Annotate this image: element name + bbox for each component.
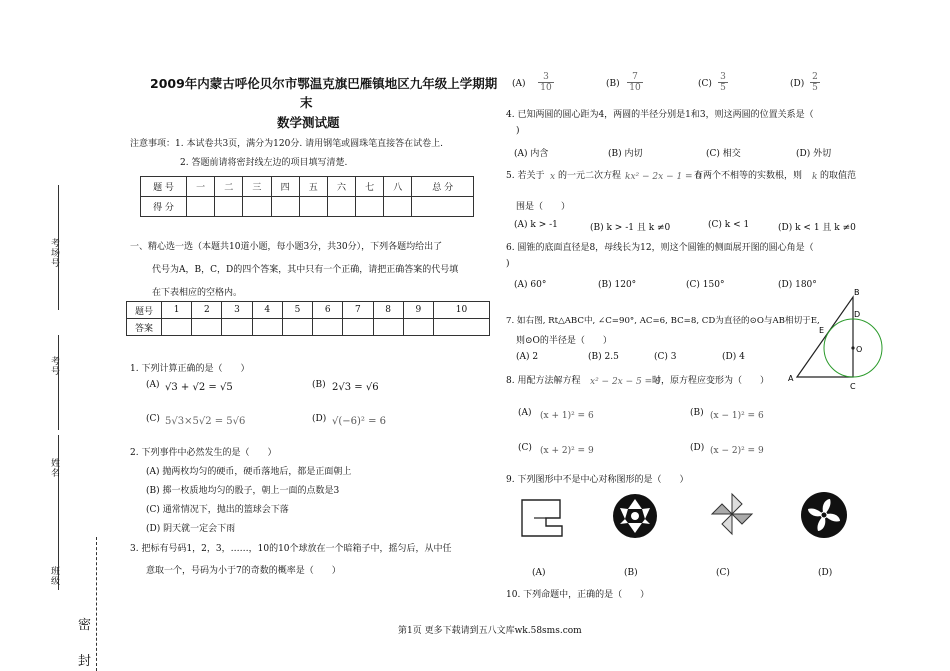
q6-option-b: (B) 120° (598, 280, 637, 290)
q8-part1: 8. 用配方法解方程 (506, 376, 581, 386)
q6-line1: 6. 圆锥的底面直径是8，母线长为12，则这个圆锥的侧面展开图的圆心角是（ (506, 243, 814, 253)
q6-line2: ) (506, 259, 510, 269)
answer-cell[interactable] (313, 319, 343, 336)
q5-part3: 有两个不相等的实数根，则 (694, 171, 803, 181)
score-header-cell: 五 (299, 177, 327, 197)
answer-cell[interactable] (282, 319, 312, 336)
q8-a-label: (A) (518, 408, 532, 418)
score-cell[interactable] (243, 197, 271, 217)
xingming-line (58, 435, 59, 530)
q2-option-a: (A) 抛两枚均匀的硬币，硬币落地后，都是正面朝上 (146, 467, 352, 477)
q7-option-a: (A) 2 (516, 352, 539, 362)
score-cell[interactable] (271, 197, 299, 217)
answer-number: 6 (313, 302, 343, 319)
q5-var-x: x (550, 172, 556, 182)
q2-option-b: (B) 掷一枚质地均匀的骰子，朝上一面的点数是3 (146, 486, 340, 496)
answer-number: 7 (343, 302, 373, 319)
q4-option-b: (B) 内切 (608, 149, 643, 159)
q5-line2: 围是（ ） (516, 202, 571, 212)
q9-figure-a (520, 498, 564, 538)
q8-c-label: (C) (518, 443, 532, 453)
q5-option-a: (A) k > -1 (514, 220, 558, 230)
q7-triangle-figure (785, 285, 895, 395)
exam-subtitle: 数学测试题 (277, 115, 340, 130)
q9-stem: 9. 下列图形中不是中心对称图形的是（ ） (506, 475, 689, 485)
answer-table (126, 301, 490, 336)
q5-part1: 5. 若关于 (506, 171, 545, 181)
xingming-label: 姓名 (49, 458, 59, 478)
q2-option-c: (C) 通常情况下，抛出的篮球会下落 (146, 505, 289, 515)
q8-equation: x² − 2x − 5 = 0 (590, 377, 661, 387)
score-header-cell: 一 (187, 177, 215, 197)
score-cell[interactable] (384, 197, 412, 217)
q4-option-d: (D) 外切 (796, 149, 832, 159)
score-cell[interactable] (356, 197, 384, 217)
answer-cell[interactable] (373, 319, 403, 336)
q8-a-expr: (x + 1)² = 6 (540, 411, 594, 421)
q2-option-d: (D) 阴天就一定会下雨 (146, 524, 236, 534)
section1-line3: 在下表相应的空格内。 (152, 288, 243, 298)
q1-b-expr: 2√3 = √6 (332, 382, 379, 393)
kaochanghao-label: 考场号 (49, 238, 59, 268)
answer-number: 10 (433, 302, 489, 319)
q6-option-d: (D) 180° (778, 280, 817, 290)
q8-d-expr: (x − 2)² = 9 (710, 446, 764, 456)
page-footer: 第1页 更多下载请到五八文库wk.58sms.com (398, 626, 582, 636)
q5-option-d: (D) k < 1 且 k ≠0 (778, 223, 856, 233)
q8-part2: 时，原方程应变形为（ ） (652, 376, 770, 386)
q7-line2: 则⊙O的半径是（ ） (516, 336, 612, 346)
section1-line2: 代号为A，B，C，D的四个答案，其中只有一个正确，请把正确答案的代号填 (152, 265, 459, 275)
answer-number: 1 (162, 302, 192, 319)
answer-cell[interactable] (192, 319, 222, 336)
q3-a-den: 10 (538, 82, 554, 93)
answer-number: 4 (252, 302, 282, 319)
q5-equation: kx² − 2x − 1 = 0 (625, 172, 702, 182)
kaohao-line (58, 335, 59, 430)
q6-option-a: (A) 60° (514, 280, 547, 290)
q3-d-label: (D) (790, 79, 805, 89)
banji-label: 班级 (49, 566, 59, 586)
point-o-label: O (856, 345, 863, 354)
answer-number: 5 (282, 302, 312, 319)
answer-cell[interactable] (252, 319, 282, 336)
q2-stem: 2. 下列事件中必然发生的是（ ） (130, 448, 277, 458)
exam-title-line1: 2009年内蒙古呼伦贝尔市鄂温克旗巴雁镇地区九年级上学期期 (150, 76, 498, 91)
q4-line2: ) (516, 126, 520, 136)
q3-c-label: (C) (698, 79, 712, 89)
score-header-cell: 七 (356, 177, 384, 197)
answer-row-label: 题号 (127, 302, 162, 319)
seal-line (96, 537, 97, 671)
q3-d-den: 5 (810, 82, 820, 93)
q3-d-frac (810, 72, 820, 93)
q3-line1: 3. 把标有号码1，2，3，……，10的10个球放在一个暗箱子中，摇匀后，从中任 (130, 544, 452, 554)
center-o-dot (851, 346, 854, 349)
q1-d-label: (D) (312, 414, 327, 424)
answer-cell[interactable] (433, 319, 489, 336)
q1-a-expr: √3 + √2 = √5 (165, 382, 233, 393)
triangle-abc-shape (797, 297, 853, 377)
q5-option-c: (C) k < 1 (708, 220, 750, 230)
q8-c-expr: (x + 2)² = 9 (540, 446, 594, 456)
score-header-cell: 二 (215, 177, 243, 197)
q4-line1: 4. 已知两圆的圆心距为4，两圆的半径分别是1和3，则这两圆的位置关系是（ (506, 110, 814, 120)
q7-option-d: (D) 4 (722, 352, 745, 362)
score-cell[interactable] (215, 197, 243, 217)
score-header-cell: 四 (271, 177, 299, 197)
q5-part2: 的一元二次方程 (558, 171, 622, 181)
q3-b-frac (627, 72, 643, 93)
q1-c-label: (C) (146, 414, 160, 424)
answer-cell[interactable] (162, 319, 192, 336)
q8-b-label: (B) (690, 408, 704, 418)
score-header-cell: 三 (243, 177, 271, 197)
q6-option-c: (C) 150° (686, 280, 725, 290)
score-row-label: 得 分 (141, 197, 187, 217)
q3-c-frac (718, 72, 728, 93)
q1-d-expr: √(−6)² = 6 (332, 416, 387, 427)
q7-option-b: (B) 2.5 (588, 352, 619, 362)
point-d-label: D (854, 310, 861, 319)
seal-mi: 密 (78, 618, 92, 633)
score-cell[interactable] (187, 197, 215, 217)
kaohao-label: 考号 (49, 356, 59, 376)
q8-d-label: (D) (690, 443, 705, 453)
answer-number: 9 (403, 302, 433, 319)
q3-b-den: 10 (627, 82, 643, 93)
exam-title-line2: 末 (300, 95, 313, 110)
q1-b-label: (B) (312, 380, 326, 390)
point-c-label: C (850, 382, 856, 391)
score-header-cell: 题 号 (141, 177, 187, 197)
notes-line1: 注意事项：1. 本试卷共3页，满分为120分. 请用钢笔或圆珠笔直接答在试卷上. (130, 139, 443, 149)
q9-option-b: (B) (624, 568, 638, 578)
answer-number: 8 (373, 302, 403, 319)
notes-line2: 2. 答题前请将密封线左边的项目填写清楚. (180, 158, 348, 168)
answer-row-label: 答案 (127, 319, 162, 336)
point-e-label: E (819, 326, 825, 335)
score-header-cell: 八 (384, 177, 412, 197)
q9-option-c: (C) (716, 568, 730, 578)
q3-a-label: (A) (512, 79, 526, 89)
q1-c-expr: 5√3×5√2 = 5√6 (165, 416, 246, 427)
q5-var-k: k (812, 172, 818, 182)
q10-stem: 10. 下列命题中，正确的是（ ） (506, 590, 650, 600)
q3-a-num: 3 (543, 72, 549, 82)
q9-option-a: (A) (532, 568, 546, 578)
answer-cell[interactable] (403, 319, 433, 336)
q3-d-num: 2 (812, 72, 818, 82)
q3-line2: 意取一个，号码为小于7的奇数的概率是（ ） (146, 566, 341, 576)
q5-option-b: (B) k > -1 且 k ≠0 (590, 223, 671, 233)
answer-cell[interactable] (222, 319, 252, 336)
q4-option-a: (A) 内含 (514, 149, 549, 159)
q3-b-num: 7 (632, 72, 638, 82)
q7-line1: 7. 如右图, Rt△ABC中, ∠C=90°, AC=6, BC=8, CD为直径的⊙O与AB相切于E, (506, 316, 820, 326)
q3-b-label: (B) (606, 79, 620, 89)
q9-option-d: (D) (818, 568, 833, 578)
score-table (140, 176, 474, 217)
q9-figure-c (708, 490, 756, 538)
q1-a-label: (A) (146, 380, 160, 390)
q9-figure-b (612, 493, 658, 539)
answer-number: 2 (192, 302, 222, 319)
q3-c-num: 3 (720, 72, 726, 82)
q8-b-expr: (x − 1)² = 6 (710, 411, 764, 421)
answer-number: 3 (222, 302, 252, 319)
q1-stem: 1. 下列计算正确的是（ ） (130, 364, 250, 374)
q7-option-c: (C) 3 (654, 352, 677, 362)
score-header-cell: 六 (327, 177, 355, 197)
q3-c-den: 5 (718, 82, 728, 93)
score-cell[interactable] (327, 197, 355, 217)
point-a-label: A (788, 374, 794, 383)
answer-cell[interactable] (343, 319, 373, 336)
q9-figure-d (800, 491, 848, 539)
score-cell[interactable] (299, 197, 327, 217)
score-header-cell: 总 分 (412, 177, 474, 197)
q4-option-c: (C) 相交 (706, 149, 741, 159)
point-b-label: B (854, 288, 860, 297)
seal-feng: 封 (78, 654, 92, 669)
section1-line1: 一、精心选一选（本题共10道小题，每小题3分，共30分），下列各题均给出了 (130, 242, 443, 252)
score-cell[interactable] (412, 197, 474, 217)
q3-a-frac (538, 72, 554, 93)
q5-part4: 的取值范 (820, 171, 857, 181)
